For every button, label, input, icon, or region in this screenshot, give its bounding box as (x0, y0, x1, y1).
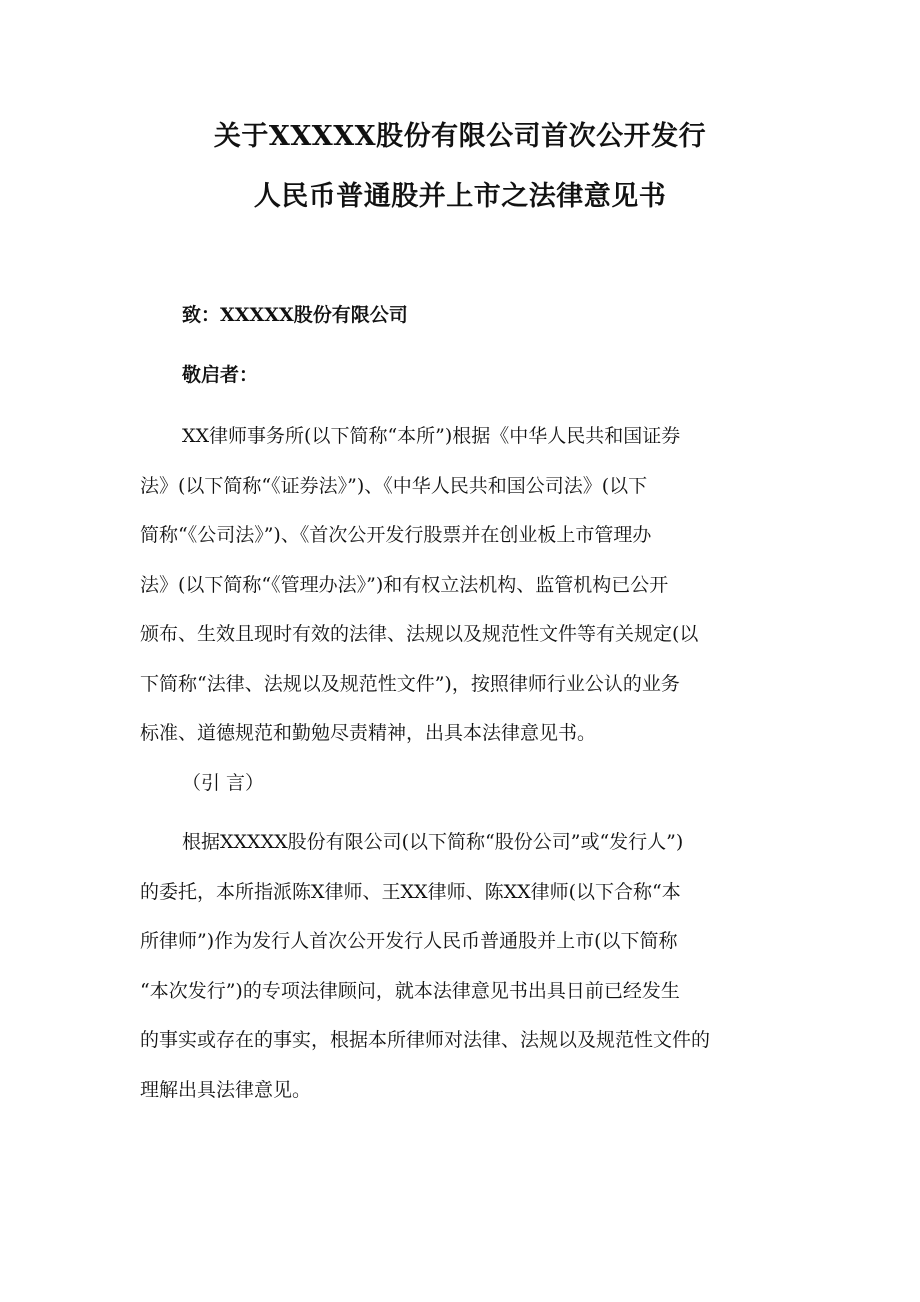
paragraph-2-line: 根据XXXXX股份有限公司(以下简称“股份公司”或“发行人”) (182, 831, 684, 853)
paragraph-2-line: 理解出具法律意见。 (140, 1078, 312, 1101)
section-heading-introduction: （引 言） (182, 772, 265, 794)
paragraph-1-line: 颁布、生效且现时有效的法律、法规以及规范性文件等有关规定(以 (140, 623, 699, 645)
paragraph-1-line: XX律师事务所(以下简称“本所”)根据《中华人民共和国证券 (182, 425, 681, 447)
paragraph-2 (140, 818, 788, 1115)
document-title-line-1: 关于XXXXX股份有限公司首次公开发行 (213, 121, 707, 152)
greeting: 敬启者： (182, 364, 259, 386)
paragraph-1-line: 标准、道德规范和勤勉尽责精神，出具本法律意见书。 (140, 722, 597, 744)
paragraph-2-line: 的事实或存在的事实，根据本所律师对法律、法规以及规范性文件的 (140, 1029, 711, 1051)
paragraph-1-line: 简称“《公司法》”)、《首次公开发行股票并在创业板上市管理办 (140, 524, 652, 546)
paragraph-2-line: “本次发行”)的专项法律顾问，就本法律意见书出具日前已经发生 (140, 979, 680, 1002)
paragraph-1-line: 法》(以下简称“《证券法》”)、《中华人民共和国公司法》(以下 (140, 474, 648, 497)
paragraph-2-line: 所律师”)作为发行人首次公开发行人民币普通股并上市(以下简称 (140, 930, 678, 952)
paragraph-2-line: 的委托，本所指派陈X律师、王XX律师、陈XX律师(以下合称“本 (140, 880, 681, 903)
document-title-line-2: 人民币普通股并上市之法律意见书 (253, 181, 667, 212)
paragraph-1 (140, 412, 788, 759)
paragraph-1-line: 法》(以下简称“《管理办法》”)和有权立法机构、监管机构已公开 (140, 573, 669, 596)
paragraph-1-line: 下简称“法律、法规以及规范性文件”)，按照律师行业公认的业务 (140, 672, 680, 695)
addressee: 致：XXXXX股份有限公司 (182, 304, 408, 326)
